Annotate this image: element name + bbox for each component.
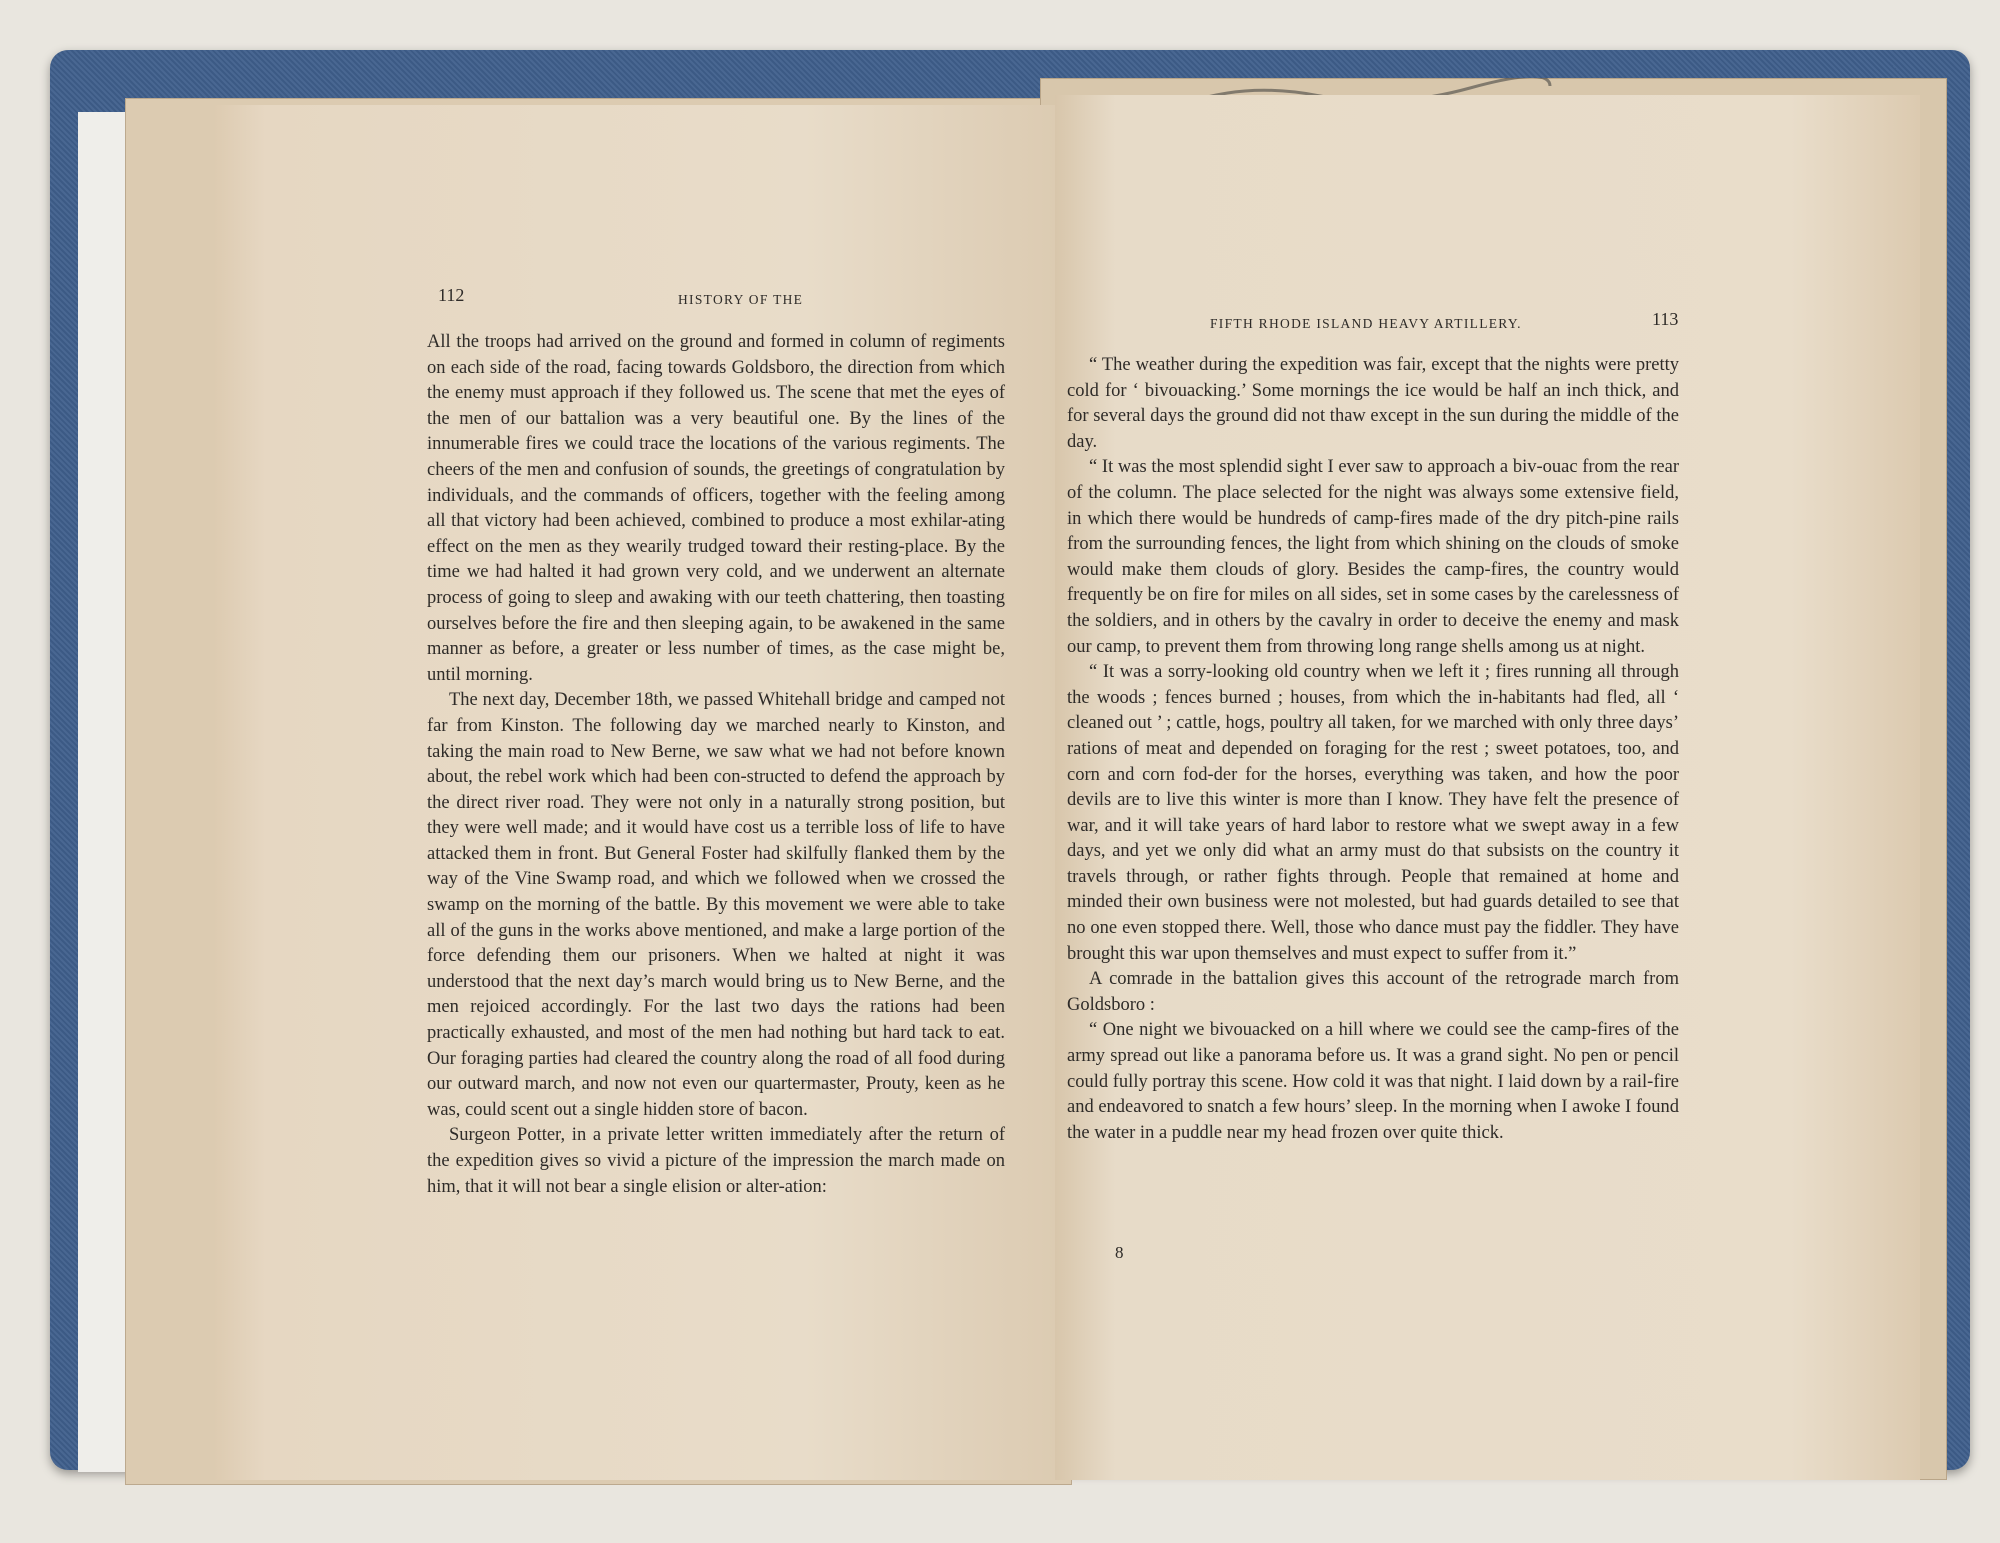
paragraph: A comrade in the battalion gives this account of the retrograde march from Goldsboro : [1067, 969, 1679, 1015]
paragraph: “ One night we bivouacked on a hill where we could see the camp-fires of the army spread out like a panorama before us. It was a grand sight. No pen or pencil could fully portray this scene. How cold it was that night. I laid down by a rail-fire and endeavored to snatch a few hours’ sleep. In the morning when I awoke I found the water in a puddle near my head frozen over quite thick. [1067, 1020, 1680, 1143]
right-page-number: 113 [1652, 309, 1679, 329]
right-page-text [1067, 353, 1679, 1146]
paragraph: “ It was the most splendid sight I ever saw to approach a biv-ouac from the rear of the column. The place selected for the night was always some extensive field, in which there would be hundreds of camp-fires made of the dry pitch-pine rails from the surrounding fences, the light from which shining on the clouds of smoke would make them clouds of glory. Besides the camp-fires, the country would frequently be on fire for miles on all sides, set in some cases by the carelessness of the soldiers, and in others by the cavalry in order to deceive the enemy and mask our camp, to prevent them from throwing long range shells among us at night. [1067, 457, 1679, 657]
left-page-number: 112 [438, 285, 465, 305]
right-running-head: FIFTH RHODE ISLAND HEAVY ARTILLERY. [1210, 316, 1522, 331]
paragraph: Surgeon Potter, in a private letter written immediately after the return of the expedition gives so vivid a picture of the impression the march made on him, that it will not bear a single elision or alter-ation: [427, 1125, 1005, 1197]
paragraph: All the troops had arrived on the ground and formed in column of regiments on each side of the road, facing towards Goldsboro, the direction from which the enemy must approach if they followed us. The scene that met the eyes of the men of our battalion was a very beautiful one. By the lines of the innumerable fires we could trace the locations of the various regiments. The cheers of the men and confusion of sounds, the greetings of congratulation by individuals, and the commands of officers, together with the feeling among all that victory had been achieved, combined to produce a most exhilar-ating effect on the men as they wearily trudged toward their resting-place. By the time we had halted it had grown very cold, and we underwent an alternate process of going to sleep and awaking with our teeth chattering, then toasting ourselves before the fire and then sleeping again, to be awakened in the same manner as before, a greater or less number of times, as the case might be, until morning. [427, 332, 1005, 685]
paragraph: The next day, December 18th, we passed Whitehall bridge and camped not far from Kinston. The following day we marched nearly to Kinston, and taking the main road to New Berne, we saw what we had not before known about, the rebel work which had been con-structed to defend the approach by the direct river road. They were not only in a naturally strong position, but they were well made; and it would have cost us a terrible loss of life to have attacked them in front. But General Foster had skilfully flanked them by the way of the Vine Swamp road, and which we followed when we crossed the swamp on the morning of the battle. By this movement we were able to take all of the guns in the works above mentioned, and make a large portion of the force defending them our prisoners. When we halted at night it was understood that the next day’s march would bring us to New Berne, and the men rejoiced accordingly. For the last two days the rations had been practically exhausted, and most of the men had nothing but hard tack to eat. Our foraging parties had cleared the country along the road of all food during our outward march, and now not even our quartermaster, Prouty, keen as he was, could scent out a single hidden store of bacon. [427, 690, 1005, 1120]
paragraph: “ The weather during the expedition was fair, except that the nights were pretty cold for ‘ bivouacking.’ Some mornings the ice would be half an inch thick, and for several days the ground did not thaw except in the sun during the middle of the day. [1067, 355, 1679, 452]
right-page [1055, 95, 1920, 1480]
left-page-header [438, 283, 998, 313]
left-running-head: HISTORY OF THE [678, 292, 804, 307]
signature-mark: 8 [1115, 1243, 1124, 1262]
left-page-text [427, 330, 1005, 1200]
paragraph: “ It was a sorry-looking old country when we left it ; fires running all through the woods ; fences burned ; houses, from which the in-habitants had fled, all ‘ cleaned out ’ ; cattle, hogs, poultry all taken, for we marched with only three days’ rations of meat and depended on foraging for the rest ; sweet potatoes, too, and corn and corn fod-der for the horses, everything was taken, and how the poor devils are to live this winter is more than I know. They have felt the presence of war, and it will take years of hard labor to restore what we swept away in a few days, and yet we only did what an army must do that subsists on the country it travels through, or rather fights through. People that remained at home and minded their own business were not molested, but had guards detailed to see that no one even stopped there. Well, those who dance must pay the fiddler. They have brought this war upon themselves and must expect to suffer from it.” [1067, 662, 1679, 964]
left-page [215, 105, 1057, 1480]
right-page-header [1070, 307, 1770, 337]
